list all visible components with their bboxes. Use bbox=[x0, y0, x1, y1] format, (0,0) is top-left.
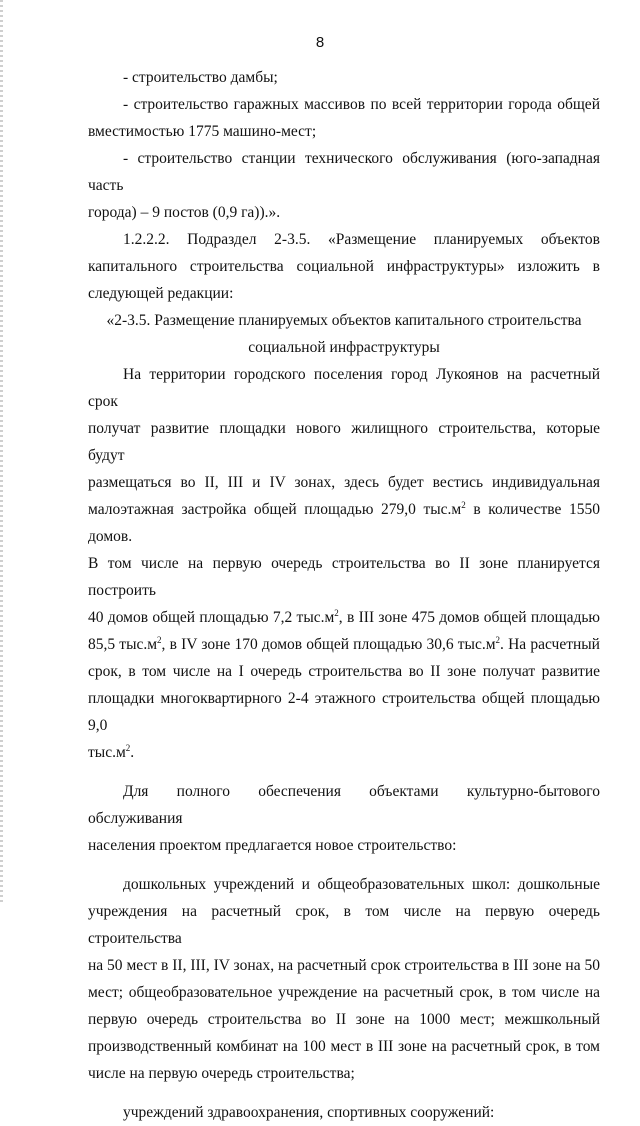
line: города) – 9 постов (0,9 га)).». bbox=[88, 204, 281, 221]
heading-line: социальной инфраструктуры bbox=[248, 339, 440, 356]
text: 85,5 тыс.м bbox=[88, 636, 158, 653]
paragraph-territory bbox=[88, 361, 600, 766]
line: - строительство гаражных массивов по всей территории города общей bbox=[123, 96, 600, 113]
line: Для полного обеспечения объектами культурно-бытового обслуживания bbox=[88, 783, 600, 827]
line: размещаться во II, III и IV зонах, здесь будет вестись индивидуальная bbox=[88, 474, 600, 491]
paragraph-provision bbox=[88, 778, 600, 859]
superscript: 2 bbox=[461, 500, 466, 510]
line: срок, в том числе на I очередь строительства во II зоне получат развитие bbox=[88, 663, 600, 680]
scan-edge bbox=[0, 0, 3, 905]
text: , в IV зоне 170 домов общей площадью 30,6 тыс.м bbox=[161, 636, 496, 653]
superscript: 2 bbox=[334, 608, 339, 618]
page-number: 8 bbox=[315, 34, 325, 51]
line: на 50 мест в II, III, IV зонах, на расчетный срок строительства в III зоне на 50 bbox=[88, 957, 600, 974]
text: тыс.м bbox=[88, 744, 126, 761]
line: первую очередь строительства во II зоне на 1000 мест; межшкольный bbox=[88, 1011, 600, 1028]
line: капитального строительства социальной инфраструктуры» изложить в bbox=[88, 258, 600, 275]
line: площадки многоквартирного 2-4 этажного строительства общей площадью 9,0 bbox=[88, 690, 600, 734]
line: числе на первую очередь строительства; bbox=[88, 1065, 355, 1082]
paragraph-dam bbox=[88, 64, 600, 91]
text: 40 домов общей площадью 7,2 тыс.м bbox=[88, 609, 335, 626]
line: получат развитие площадки нового жилищного строительства, которые будут bbox=[88, 420, 600, 464]
heading-line: «2-3.5. Размещение планируемых объектов капитального строительства bbox=[106, 312, 582, 329]
line bbox=[88, 631, 600, 658]
line: На территории городского поселения город Лукоянов на расчетный срок bbox=[88, 366, 600, 410]
line bbox=[88, 739, 600, 766]
paragraph-service-station bbox=[88, 145, 600, 226]
line: учреждений здравоохранения, спортивных сооружений: bbox=[123, 1104, 495, 1121]
line: В том числе на первую очередь строительства во II зоне планируется построить bbox=[88, 555, 600, 599]
line: дошкольных учреждений и общеобразовательных школ: дошкольные bbox=[123, 876, 600, 893]
paragraph-subsection bbox=[88, 226, 600, 307]
line: 1.2.2.2. Подраздел 2-3.5. «Размещение планируемых объектов bbox=[123, 231, 600, 248]
line: населения проектом предлагается новое строительство: bbox=[88, 837, 457, 854]
text: в количестве 1550 домов. bbox=[88, 501, 600, 545]
line: мест; общеобразовательное учреждение на расчетный срок, в том числе на bbox=[88, 984, 600, 1001]
paragraph-schools bbox=[88, 871, 600, 1087]
paragraph-healthcare bbox=[88, 1099, 600, 1126]
line bbox=[88, 604, 600, 631]
line bbox=[88, 496, 600, 550]
line: производственный комбинат на 100 мест в III зоне на расчетный срок, в том bbox=[88, 1038, 600, 1055]
superscript: 2 bbox=[157, 635, 162, 645]
line: - строительство станции технического обслуживания (юго-западная часть bbox=[88, 150, 600, 194]
line: учреждения на расчетный срок, в том числе на первую очередь строительства bbox=[88, 903, 600, 947]
line: - строительство дамбы; bbox=[123, 69, 278, 86]
text: малоэтажная застройка общей площадью 279,0 тыс.м bbox=[88, 501, 462, 518]
text: . На расчетный bbox=[500, 636, 600, 653]
paragraph-garages bbox=[88, 91, 600, 145]
line: вместимостью 1775 машино-мест; bbox=[88, 123, 317, 140]
text: . bbox=[130, 744, 135, 761]
section-heading bbox=[88, 307, 600, 361]
document-body bbox=[88, 64, 600, 1126]
line: следующей редакции: bbox=[88, 285, 234, 302]
text: , в III зоне 475 домов общей площадью bbox=[338, 609, 600, 626]
superscript: 2 bbox=[125, 743, 131, 753]
superscript: 2 bbox=[495, 635, 501, 645]
